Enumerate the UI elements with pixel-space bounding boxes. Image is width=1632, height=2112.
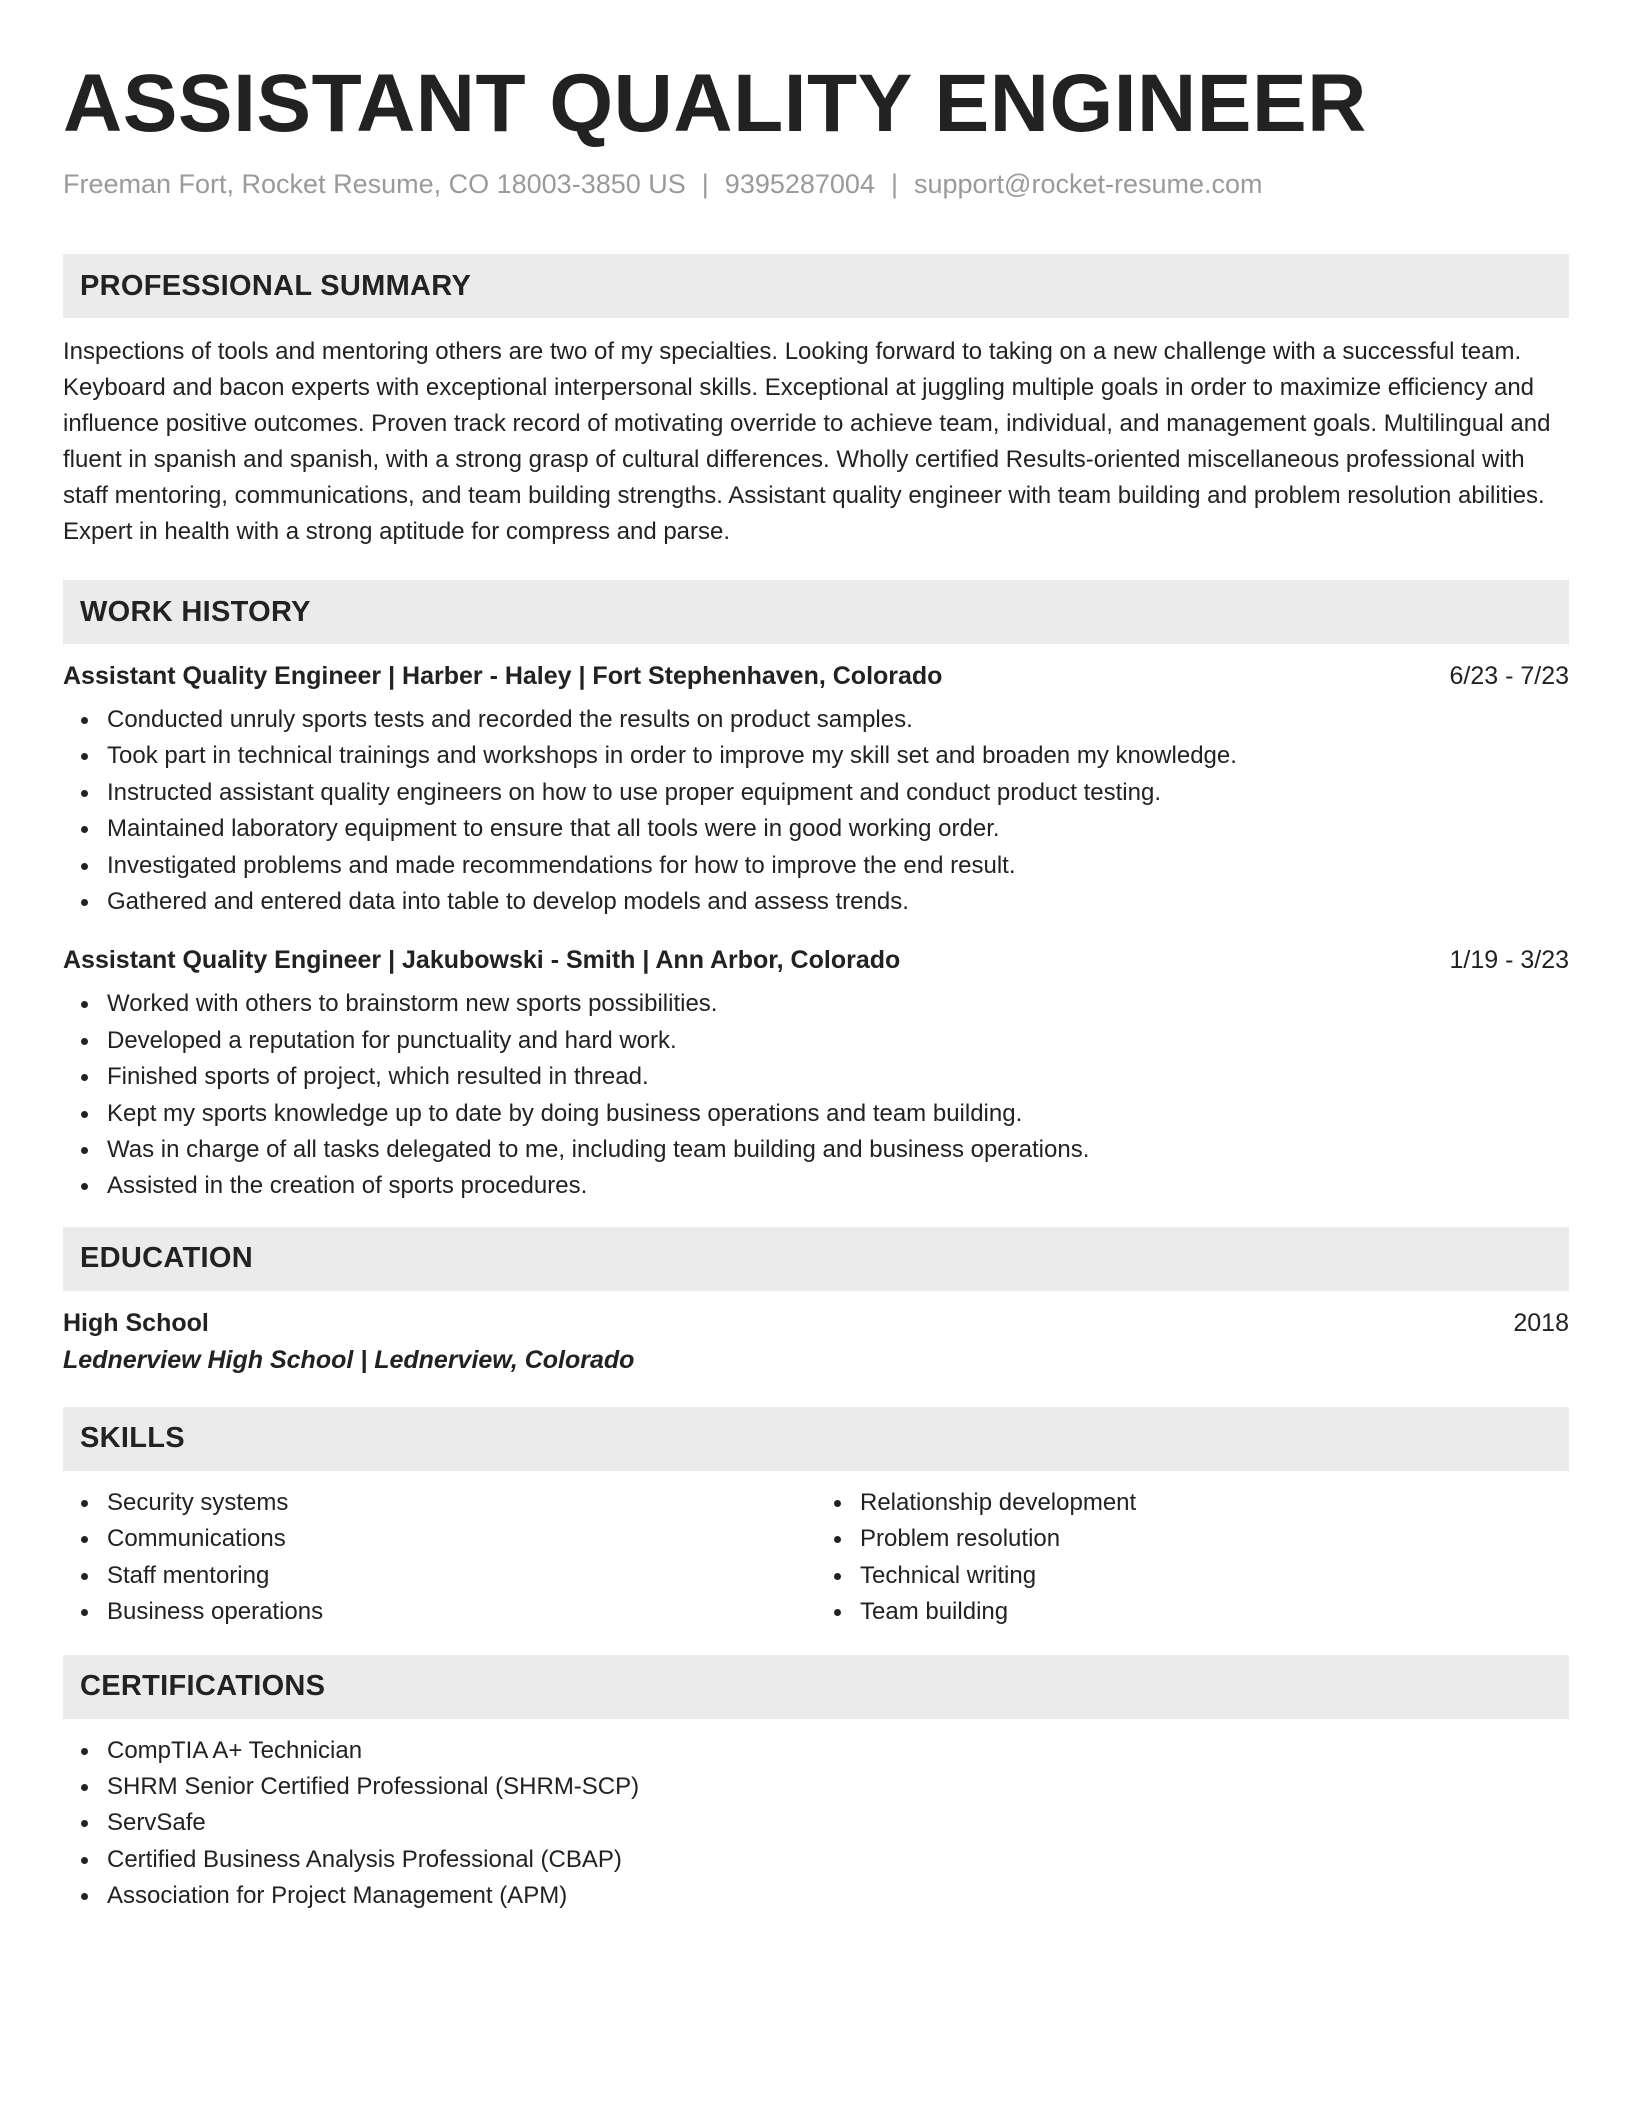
list-item: SHRM Senior Certified Professional (SHRM-SCP) <box>107 1769 1569 1805</box>
job-title: Assistant Quality Engineer | Harber - Haley | Fort Stephenhaven, Colorado <box>63 662 943 690</box>
list-item: CompTIA A+ Technician <box>107 1733 1569 1769</box>
list-item: Certified Business Analysis Professional (CBAP) <box>107 1842 1569 1878</box>
education-entry <box>63 1305 1569 1379</box>
list-item: Team building <box>860 1594 1569 1630</box>
list-item: Business operations <box>107 1594 816 1630</box>
contact-phone: 9395287004 <box>724 169 875 199</box>
education-year: 2018 <box>1513 1308 1569 1337</box>
list-item: Technical writing <box>860 1558 1569 1594</box>
list-item: Conducted unruly sports tests and recorded the results on product samples. <box>107 702 1569 738</box>
job-dates: 6/23 - 7/23 <box>1449 662 1569 690</box>
section-heading-education: EDUCATION <box>63 1227 1569 1291</box>
list-item: Staff mentoring <box>107 1558 816 1594</box>
list-item: Association for Project Management (APM) <box>107 1878 1569 1914</box>
job-dates: 1/19 - 3/23 <box>1449 946 1569 975</box>
list-item: Developed a reputation for punctuality and hard work. <box>107 1023 1569 1059</box>
list-item: Finished sports of project, which resulted in thread. <box>107 1059 1569 1095</box>
job-entry <box>63 942 1569 1204</box>
job-bullets <box>63 986 1569 1204</box>
list-item: Security systems <box>107 1485 816 1521</box>
list-item: Problem resolution <box>860 1521 1569 1557</box>
summary-text: Inspections of tools and mentoring others are two of my specialties. Looking forward to taking on a new challenge with a successful team. Keyboard and bacon experts with exceptional interpersonal skills. Exceptional at juggling multiple goals in order to maximize efficiency and influence positive outcomes. Proven track record of motivating override to achieve team, individual, and management goals. Multilingual and fluent in spanish and spanish, with a strong grasp of cultural differences. Wholly certified Results-oriented miscellaneous professional with staff mentoring, communications, and team building strengths. Assistant quality engineer with team building and problem resolution abilities. Expert in health with a strong aptitude for compress and parse. <box>63 338 1551 545</box>
education-school: Lednerview High School | Lednerview, Colorado <box>63 1345 635 1374</box>
contact-separator: | <box>701 169 709 199</box>
list-item: Relationship development <box>860 1485 1569 1521</box>
job-bullets <box>63 702 1569 920</box>
contact-address: Freeman Fort, Rocket Resume, CO 18003-3850 US <box>63 169 686 199</box>
job-header <box>63 658 1569 694</box>
section-heading-summary: PROFESSIONAL SUMMARY <box>63 254 1569 318</box>
job-entry <box>63 658 1569 920</box>
education-degree: High School <box>63 1308 209 1337</box>
list-item: Communications <box>107 1521 816 1557</box>
job-header <box>63 942 1569 978</box>
list-item: Instructed assistant quality engineers on how to use proper equipment and conduct product testing. <box>107 775 1569 811</box>
list-item: Maintained laboratory equipment to ensure that all tools were in good working order. <box>107 811 1569 847</box>
skills-column-right <box>816 1485 1569 1631</box>
list-item: Kept my sports knowledge up to date by doing business operations and team building. <box>107 1096 1569 1132</box>
job-title: Assistant Quality Engineer | Jakubowski - Smith | Ann Arbor, Colorado <box>63 946 901 975</box>
certifications-list <box>63 1733 1569 1915</box>
education-header <box>63 1305 1569 1341</box>
contact-email: support@rocket-resume.com <box>913 169 1263 199</box>
contact-separator: | <box>890 169 898 199</box>
resume-name: ASSISTANT QUALITY ENGINEER <box>63 58 1367 149</box>
list-item: Was in charge of all tasks delegated to me, including team building and business operations. <box>107 1132 1569 1168</box>
list-item: Worked with others to brainstorm new sports possibilities. <box>107 986 1569 1022</box>
skills-column-left <box>63 1485 816 1631</box>
list-item: ServSafe <box>107 1805 1569 1841</box>
section-heading-work-history: WORK HISTORY <box>63 580 1569 644</box>
list-item: Took part in technical trainings and workshops in order to improve my skill set and broaden my knowledge. <box>107 738 1569 774</box>
skills-grid <box>63 1485 1569 1631</box>
list-item: Investigated problems and made recommendations for how to improve the end result. <box>107 848 1569 884</box>
list-item: Assisted in the creation of sports procedures. <box>107 1168 1569 1204</box>
list-item: Gathered and entered data into table to develop models and assess trends. <box>107 884 1569 920</box>
section-heading-certifications: CERTIFICATIONS <box>63 1655 1569 1719</box>
section-heading-skills: SKILLS <box>63 1407 1569 1471</box>
contact-line <box>63 166 1569 202</box>
